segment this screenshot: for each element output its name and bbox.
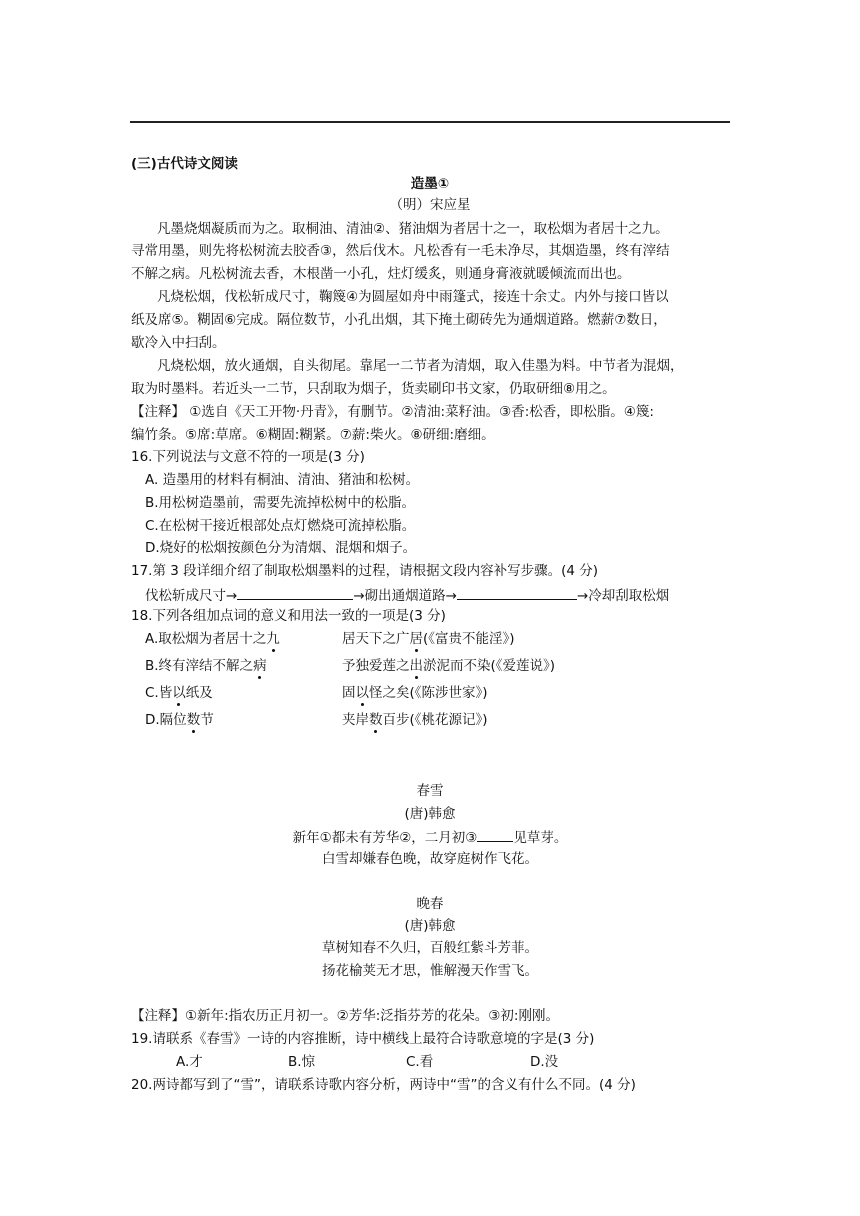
poem1-line-1-start: 新年①都未有芳华②，二月初③ [292,830,478,846]
q17-step-3: →冷却刮取松烟 [576,588,670,604]
q16-option-a: A. 造墨用的材料有桐油、清油、猪油和松树。 [145,472,420,488]
q18-dotted-word: 以 [355,685,369,701]
q18-text: B.终有滓结不解之 [145,658,254,674]
poem1-line-1-end: 见草芽。 [513,830,568,846]
poem-notes: 【注释】①新年:指农历正月初一。②芳华:泛指芬芳的花朵。③初:刚刚。 [131,1008,559,1024]
poem2-line-2: 扬花榆荚无才思，惟解漫天作雪飞。 [322,963,538,979]
q18-row-a-left [145,630,280,648]
q16-stem: 16.下列说法与文意不符的一项是(3 分) [131,449,365,465]
q18-dotted-word: 出 [409,658,423,674]
q16-option-b: B.用松树造墨前，需要先流掉松树中的松脂。 [145,495,416,511]
essay-p1-line: 凡墨烧烟凝质而为之。取桐油、清油②、猪油烟为者居十之一，取松烟为者居十之九。 [157,221,669,237]
q18-text: 纸及 [185,685,213,701]
q18-text: (《富贵不能淫》) [423,631,515,647]
q18-text: 百步(《桃花源记》) [382,712,488,728]
q18-text: 固 [342,685,356,701]
essay-p2-line: 歇冷入中扫刮。 [131,335,226,351]
q19-stem: 19.请联系《春雪》一诗的内容推断，诗中横线上最符合诗歌意境的字是(3 分) [131,1031,595,1047]
q16-option-c: C.在松树干接近根部处点灯燃烧可流掉松脂。 [145,518,416,534]
essay-author: （明）宋应星 [389,197,471,213]
q20-stem: 20.两诗都写到了“雪”，请联系诗歌内容分析，两诗中“雪”的含义有什么不同。(4 分) [131,1077,636,1093]
q16-option-d: D.烧好的松烟按颜色分为清烟、混烟和烟子。 [145,540,417,556]
q18-text: A.取松烟为者居十之 [145,631,267,647]
q17-steps [145,585,669,605]
q18-row-c-left [145,684,213,702]
q18-text: 淤泥而不染(《爱莲说》) [423,658,556,674]
essay-p3-line: 取为时墨料。若近头一二节，只刮取为烟子，货卖刷印书文家，仍取研细⑧用之。 [131,381,616,397]
q18-dotted-word: 九 [266,631,280,647]
q19-option-c: C.看 [406,1054,434,1070]
q18-text: 居天下之广 [342,631,410,647]
q18-stem: 18.下列各组加点词的意义和用法一致的一项是(3 分) [131,608,446,624]
q18-text: C.皆 [145,685,173,701]
q17-answer-blank-2[interactable] [457,585,577,600]
q18-text: 节 [200,712,214,728]
q18-row-d-left [145,711,214,729]
essay-title: 造墨① [410,176,450,192]
essay-notes-line: 编竹条。⑤席:草席。⑥糊固:糊紧。⑦薪:柴火。⑧研细:磨细。 [131,427,495,443]
poem1-blank[interactable] [477,827,513,842]
q18-row-b-left [145,657,267,675]
q19-option-d: D.没 [530,1054,559,1070]
q18-text: 夹岸 [342,712,369,728]
header-rule [130,121,730,123]
poem1-author: (唐)韩愈 [404,806,456,822]
section-title: (三)古代诗文阅读 [131,156,238,172]
essay-p1-line: 寻常用墨，则先将松树流去胶香③，然后伐木。凡松香有一毛未净尽，其烟造墨，终有滓结 [131,243,670,259]
q17-answer-blank-1[interactable] [237,585,353,600]
essay-p2-line: 纸及席⑤。糊固⑥完成。隔位数节，小孔出烟，其下掩土砌砖先为通烟道路。燃薪⑦数日， [131,312,667,328]
essay-p2-line: 凡烧松烟，伐松斩成尺寸，鞠篾④为圆屋如舟中雨篷式，接连十余丈。内外与接口皆以 [157,289,669,305]
q18-dotted-word: 数 [369,712,383,728]
q17-step-2: →砌出通烟道路→ [353,588,457,604]
essay-notes-line: 【注释】 ①选自《天工开物·丹青》，有删节。②清油:菜籽油。③香:松香，即松脂。④篾: [131,404,654,420]
q18-text: 予独爱莲之 [342,658,410,674]
q18-row-c-right [342,684,488,702]
q18-dotted-word: 病 [253,658,267,674]
poem2-line-1: 草树知春不久归，百般红紫斗芳菲。 [322,940,538,956]
poem1-line-1 [0,827,860,847]
q18-dotted-word: 以 [172,685,186,701]
q18-row-d-right [342,711,488,729]
poem2-title: 晚春 [416,896,444,912]
poem2-author: (唐)韩愈 [404,918,456,934]
q18-text: D.隔位 [145,712,187,728]
poem1-title: 春雪 [416,783,444,799]
q18-dotted-word: 居 [409,631,423,647]
q17-step-1: 伐松斩成尺寸→ [145,588,238,604]
poem1-line-2: 白雪却嫌春色晚，故穿庭树作飞花。 [322,851,538,867]
q18-row-b-right [342,657,555,675]
q17-stem: 17.第 3 段详细介绍了制取松烟墨料的过程，请根据文段内容补写步骤。(4 分) [131,563,599,579]
q19-option-a: A.才 [176,1054,203,1070]
q18-dotted-word: 数 [186,712,201,728]
q18-row-a-right [342,630,515,648]
q18-text: 怪之矣(《陈涉世家》) [369,685,488,701]
q19-option-b: B.惊 [288,1054,316,1070]
essay-p1-line: 不解之病。凡松树流去香，木根凿一小孔，炷灯缓炙，则通身膏液就暖倾流而出也。 [131,266,631,282]
essay-p3-line: 凡烧松烟，放火通烟，自头彻尾。靠尾一二节者为清烟，取入佳墨为料。中节者为混烟， [157,358,684,374]
